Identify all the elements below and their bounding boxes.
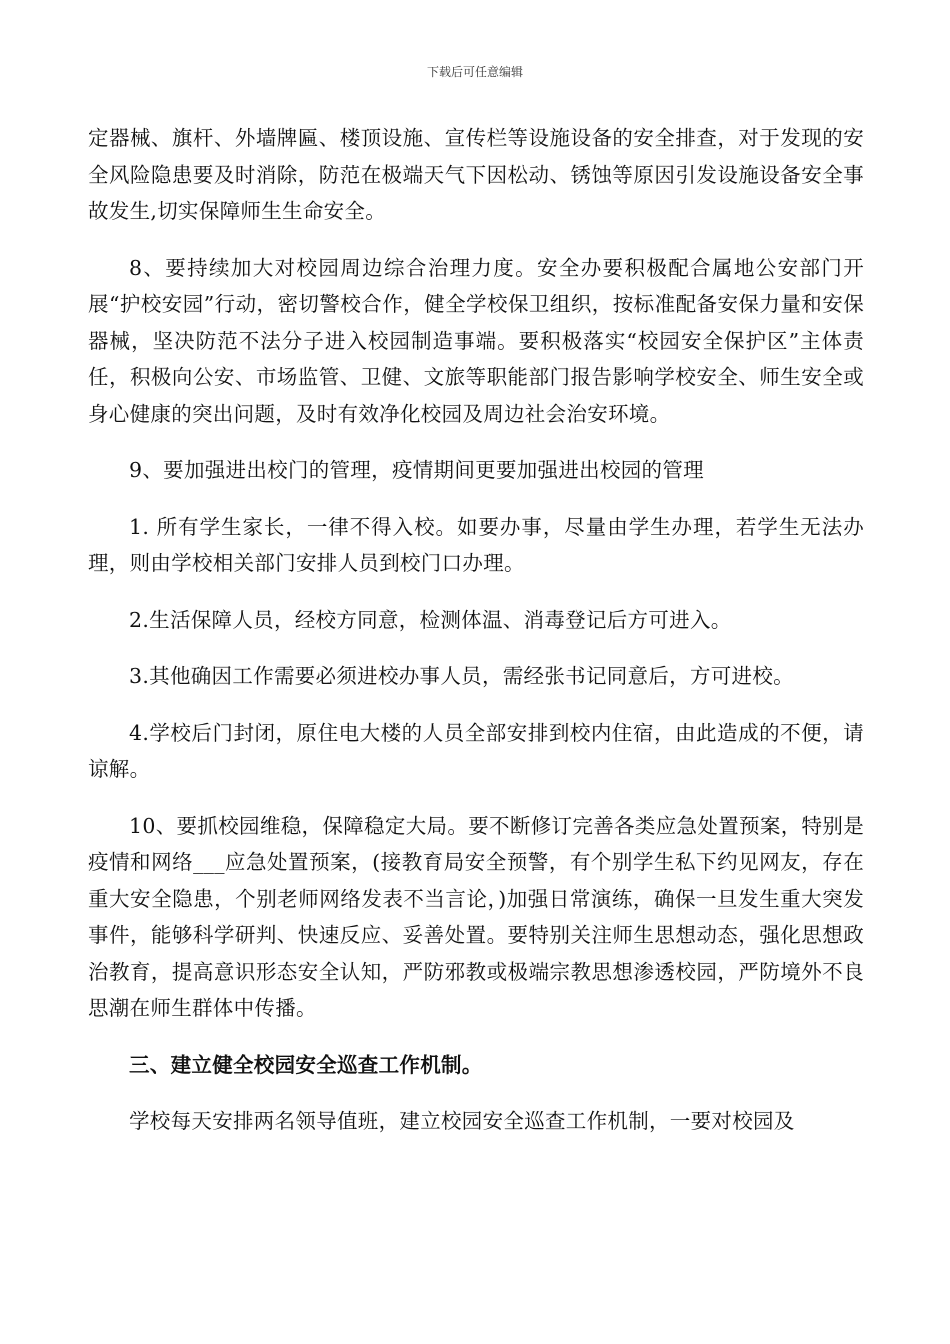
paragraph-facility-inspection: 定器械、旗杆、外墙牌匾、楼顶设施、宣传栏等设施设备的安全排查，对于发现的安全风险隐患要及时消除，防范在极端天气下因松动、锈蚀等原因引发设施设备安全事故发生,切实保障师生生命安全。 xyxy=(88,126,864,223)
list-item-2: 2.生活保障人员，经校方同意，检测体温、消毒登记后方可进入。 xyxy=(129,607,732,632)
document-body xyxy=(88,120,864,1140)
paragraph-item-10: 10、要抓校园维稳，保障稳定大局。要不断修订完善各类应急处置预案，特别是疫情和网络___应急处置预案，(接教育局安全预警，有个别学生私下约见网友，存在重大安全隐患，个别老师网络发表不当言论，)加强日常演练，确保一旦发生重大突发事件，能够科学研判、快速反应、妥善处置。要特别关注师生思想动态，强化思想政治教育，提高意识形态安全认知，严防邪教或极端宗教思想渗透校园，严防境外不良思潮在师生群体中传播。 xyxy=(88,813,864,1020)
list-item-3: 3.其他确因工作需要必须进校办事人员，需经张书记同意后，方可进校。 xyxy=(129,664,794,688)
page-header: 下载后可任意编辑 xyxy=(426,65,523,79)
section-heading: 三、建立健全校园安全巡查工作机制。 xyxy=(129,1052,483,1077)
paragraph-item-9: 9、要加强进出校门的管理，疫情期间更要加强进出校园的管理 xyxy=(129,458,704,482)
paragraph-patrol-mechanism: 学校每天安排两名领导值班，建立校园安全巡查工作机制，一要对校园及 xyxy=(129,1109,795,1133)
list-item-1: 1. 所有学生家长，一律不得入校。如要办事，尽量由学生办理，若学生无法办理，则由学校相关部门安排人员到校门口办理。 xyxy=(88,514,864,575)
list-item-4: 4.学校后门封闭，原住电大楼的人员全部安排到校内住宿，由此造成的不便，请谅解。 xyxy=(88,720,864,781)
paragraph-item-8: 8、要持续加大对校园周边综合治理力度。安全办要积极配合属地公安部门开展“护校安园”行动，密切警校合作，健全学校保卫组织，按标准配备安保力量和安保器械，坚决防范不法分子进入校园制造事端。要积极落实“校园安全保护区”主体责任，积极向公安、市场监管、卫健、文旅等职能部门报告影响学校安全、师生安全或身心健康的突出问题，及时有效净化校园及周边社会治安环境。 xyxy=(88,255,864,426)
